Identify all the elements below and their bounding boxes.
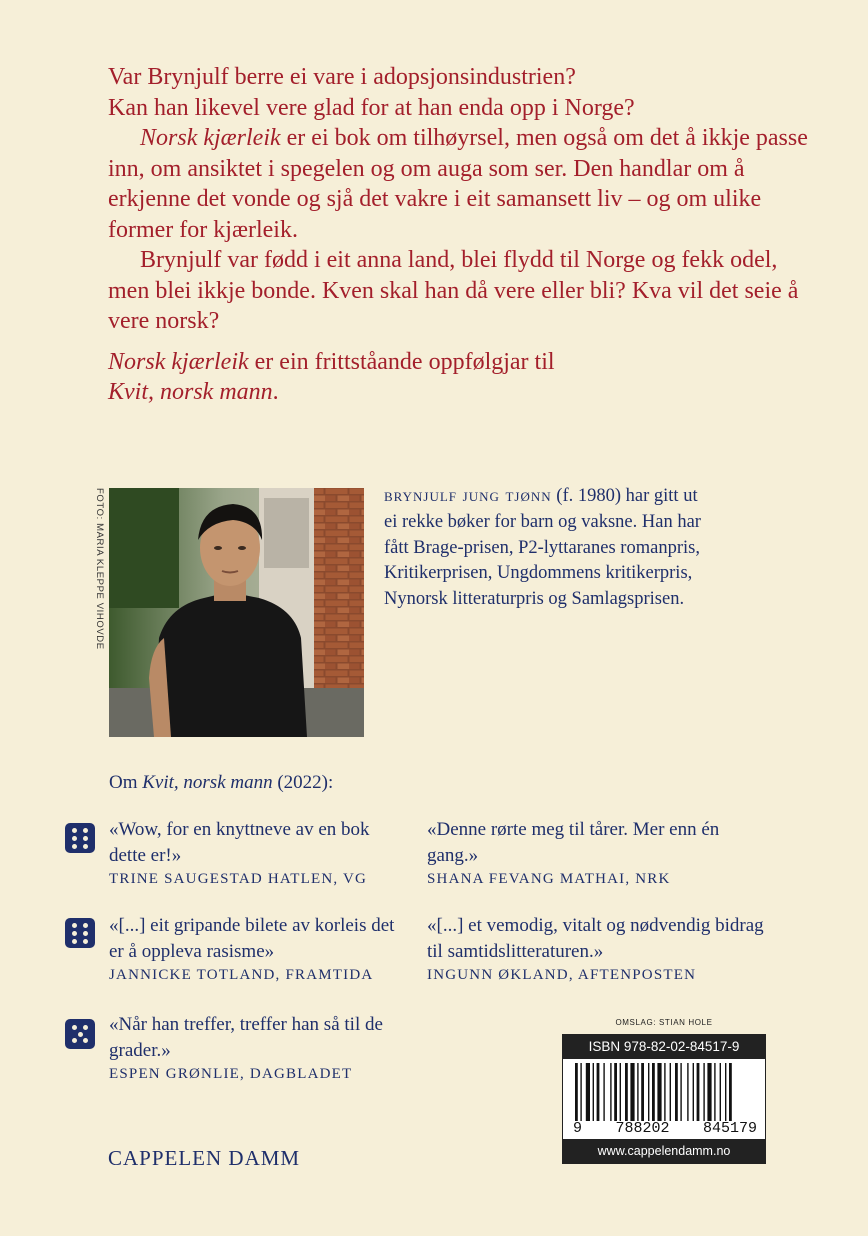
author-photo [109,488,364,737]
review-quote: «Denne rørte meg til tårer. Mer enn én gang.» [427,819,720,866]
barcode-bar [593,1063,594,1121]
author-name: brynjulf jung tjønn [384,486,552,506]
cover-credit: OMSLAG: STIAN HOLE [615,1018,713,1027]
publisher-logo: CAPPELEN DAMM [108,1146,301,1170]
barcode-bar [597,1063,600,1121]
barcode-bar [610,1063,611,1121]
blurb-paragraph: Norsk kjærleik er ei bok om tilhøyrsel, men også om det å ikkje passe inn, om ansiktet i spegelen og om auga som ser. Den handlar om å erkjenne det vonde og sjå det vakre i eit samansett liv – og om ulike former for kjærleik. [108,125,808,243]
review-quote: «Når han treffer, treffer han så til de grader.» [109,1014,383,1061]
review-quote: «Wow, for en knyttneve av en bok dette er!» [109,819,370,866]
book-title: Norsk kjærleik [108,348,249,375]
isbn-number: ISBN 978-82-02-84517-9 [563,1035,765,1059]
barcode-bar [703,1063,704,1121]
review-quote: «[...] eit gripande bilete av korleis det er å oppleva rasisme» [109,915,395,962]
barcode-bar [586,1063,590,1121]
blurb-paragraph: Norsk kjærleik er ein frittståande oppfølgjar til Kvit, norsk mann. [108,348,555,405]
dice-six-icon [65,823,95,853]
barcode-bar [648,1063,649,1121]
barcode-bar [714,1063,715,1121]
barcode-bar [620,1063,621,1121]
dice-five-icon [65,1019,95,1049]
bio-text: (f. 1980) har gitt ut ei rekke bøker for barn og vaksne. Han har fått Brage-prisen, P2-lyttaranes romanpris, Kritikerprisen, Ungdommens kritikerpris, Nynorsk litteraturpris og Samlagsprisen. [384,486,701,610]
barcode-bar [575,1063,578,1121]
blurb-paragraph: Brynjulf var fødd i eit anna land, blei flydd til Norge og fekk odel, men blei ikkje bonde. Kven skal han då vere eller bli? Kva vil det seie å vere norsk? [108,247,799,334]
review-source: ESPEN GRØNLIE, DAGBLADET [109,1066,353,1082]
barcode-digits: 9 788202 845179 [573,1120,757,1137]
review-source: JANNICKE TOTLAND, FRAMTIDA [109,967,374,983]
barcode-bar [637,1063,638,1121]
barcode-bar [657,1063,661,1121]
publisher-url: www.cappelendamm.no [563,1139,765,1163]
blurb-line: Var Brynjulf berre ei vare i adopsjonsindustrien? [108,64,576,90]
barcode-bar [697,1063,700,1121]
book-title: Kvit, norsk mann [142,772,273,793]
book-title: Norsk kjærleik [140,125,281,151]
blurb-line: Kan han likevel vere glad for at han enda opp i Norge? [108,94,635,121]
barcode-bar [625,1063,628,1121]
review [109,913,409,984]
dice-six-icon [65,918,95,948]
barcode-bar [687,1063,688,1121]
review-source: SHANA FEVANG MATHAI, NRK [427,871,671,887]
review [427,817,757,888]
barcode-bar [729,1063,732,1121]
barcode-bar [720,1063,721,1121]
review [109,817,399,888]
review [427,913,767,984]
barcode-bar [693,1063,694,1121]
barcode-bar [580,1063,581,1121]
photo-credit: FOTO: MARIA KLEPPE VIHOVDE [94,488,105,650]
barcode-bar [630,1063,634,1121]
barcode-bar [652,1063,655,1121]
barcode-bar [707,1063,711,1121]
barcode-bar [603,1063,604,1121]
barcode-bar [675,1063,678,1121]
barcode-bar [725,1063,726,1121]
book-title: Kvit, norsk mann [108,379,273,405]
barcode-bar [641,1063,644,1121]
barcode-bar [670,1063,671,1121]
review [109,1012,419,1083]
review-source: TRINE SAUGESTAD HATLEN, VG [109,871,368,887]
barcode [573,1063,757,1125]
barcode-bar [680,1063,681,1121]
barcode-bar [614,1063,617,1121]
isbn-barcode-box [562,1034,766,1164]
review-source: INGUNN ØKLAND, AFTENPOSTEN [427,967,697,983]
review-quote: «[...] et vemodig, vitalt og nødvendig bidrag til samtidslitteraturen.» [427,915,764,962]
reviews-heading: Om Kvit, norsk mann (2022): [109,772,334,793]
barcode-bar [664,1063,665,1121]
author-bio [384,484,714,613]
back-cover-blurb [108,62,808,408]
